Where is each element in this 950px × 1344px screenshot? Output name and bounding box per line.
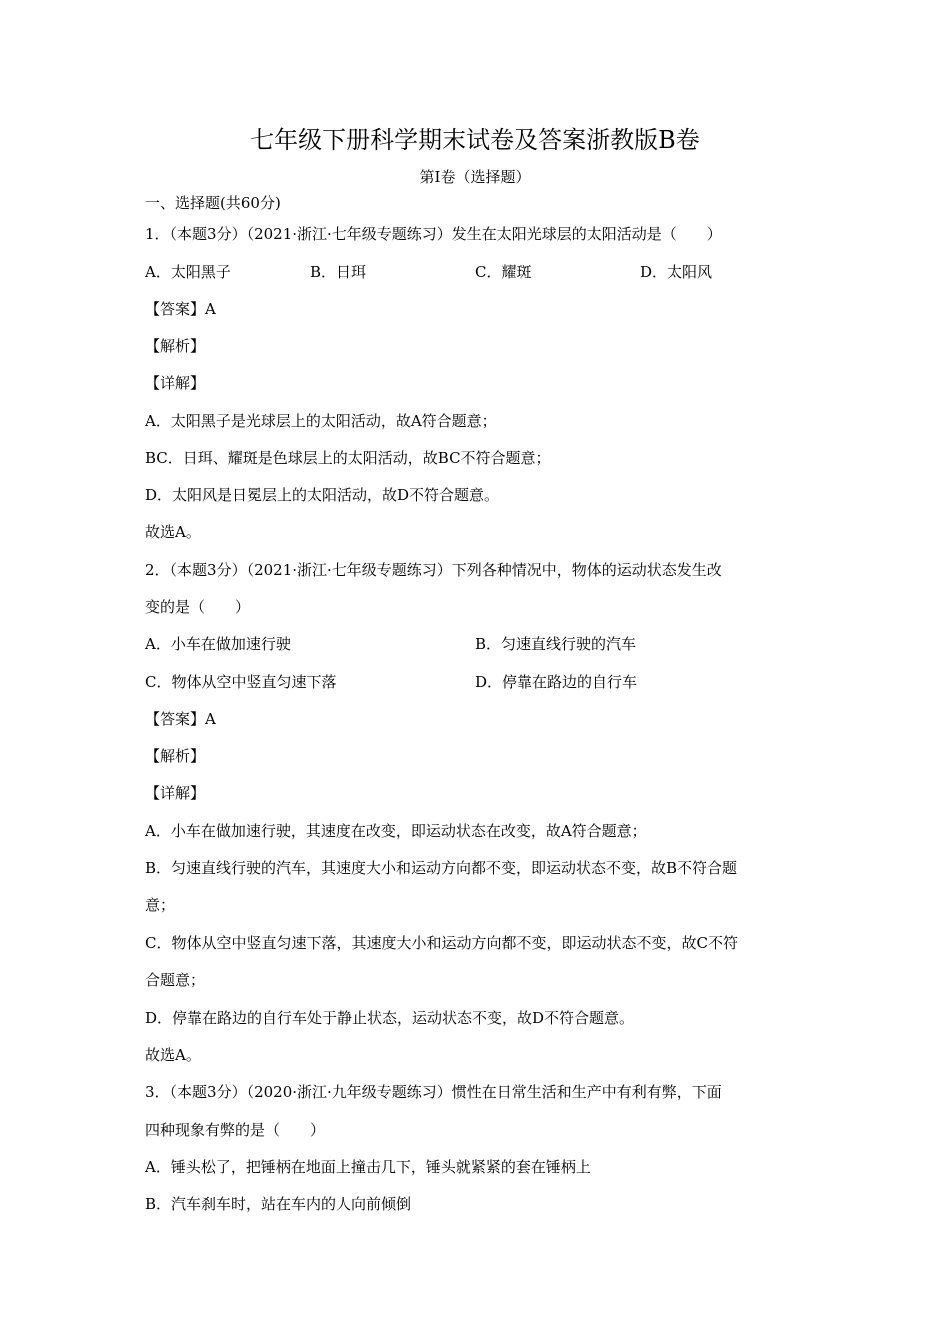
q2-detail-line: 意；	[145, 896, 176, 914]
q1-option-c: C．耀斑	[475, 263, 532, 281]
q2-detail-label: 【详解】	[145, 784, 206, 802]
q1-detail-line: BC．日珥、耀斑是色球层上的太阳活动，故BC不符合题意；	[145, 449, 551, 467]
section-heading: 一、选择题(共60分)	[145, 194, 281, 212]
q2-detail-line: D．停靠在路边的自行车处于静止状态，运动状态不变，故D不符合题意。	[145, 1009, 635, 1027]
q1-detail-line: A．太阳黑子是光球层上的太阳活动，故A符合题意；	[145, 412, 497, 430]
q1-stem: 1．（本题3分）（2021·浙江·七年级专题练习）发生在太阳光球层的太阳活动是（ ）	[145, 225, 722, 243]
q2-option-b: B．匀速直线行驶的汽车	[475, 635, 637, 653]
q1-option-a: A．太阳黑子	[145, 263, 231, 281]
q2-stem-line: 2．（本题3分）（2021·浙江·七年级专题练习）下列各种情况中，物体的运动状态发生改	[145, 561, 722, 579]
q2-answer: 【答案】A	[145, 710, 216, 728]
q2-detail-line: A．小车在做加速行驶，其速度在改变，即运动状态在改变，故A符合题意；	[145, 822, 647, 840]
q2-conclusion: 故选A。	[145, 1046, 201, 1064]
q1-answer: 【答案】A	[145, 300, 216, 318]
q2-option-a: A．小车在做加速行驶	[145, 635, 291, 653]
q1-detail-label: 【详解】	[145, 374, 206, 392]
q2-detail-line: 合题意；	[145, 971, 206, 989]
volume-subtitle: 第I卷（选择题）	[419, 168, 531, 186]
q2-option-d: D．停靠在路边的自行车	[475, 673, 638, 691]
q1-option-b: B．日珥	[310, 263, 367, 281]
q3-stem-line: 3．（本题3分）（2020·浙江·九年级专题练习）惯性在日常生活和生产中有利有弊，下面	[145, 1083, 722, 1101]
q3-option-b: B．汽车刹车时，站在车内的人向前倾倒	[145, 1195, 412, 1213]
q1-analysis-label: 【解析】	[145, 337, 206, 355]
page-title: 七年级下册科学期末试卷及答案浙教版B卷	[250, 126, 700, 154]
q3-option-a: A．锤头松了，把锤柄在地面上撞击几下，锤头就紧紧的套在锤柄上	[145, 1158, 591, 1176]
q2-option-c: C．物体从空中竖直匀速下落	[145, 673, 337, 691]
q2-detail-line: C．物体从空中竖直匀速下落，其速度大小和运动方向都不变，即运动状态不变，故C不符	[145, 934, 738, 952]
q1-detail-line: D．太阳风是日冕层上的太阳活动，故D不符合题意。	[145, 486, 500, 504]
q1-conclusion: 故选A。	[145, 523, 201, 541]
q2-detail-line: B．匀速直线行驶的汽车，其速度大小和运动方向都不变，即运动状态不变，故B不符合题	[145, 859, 738, 877]
q2-stem-line: 变的是（ ）	[145, 598, 251, 616]
q2-analysis-label: 【解析】	[145, 747, 206, 765]
q1-option-d: D．太阳风	[640, 263, 713, 281]
q3-stem-line: 四种现象有弊的是（ ）	[145, 1121, 326, 1139]
